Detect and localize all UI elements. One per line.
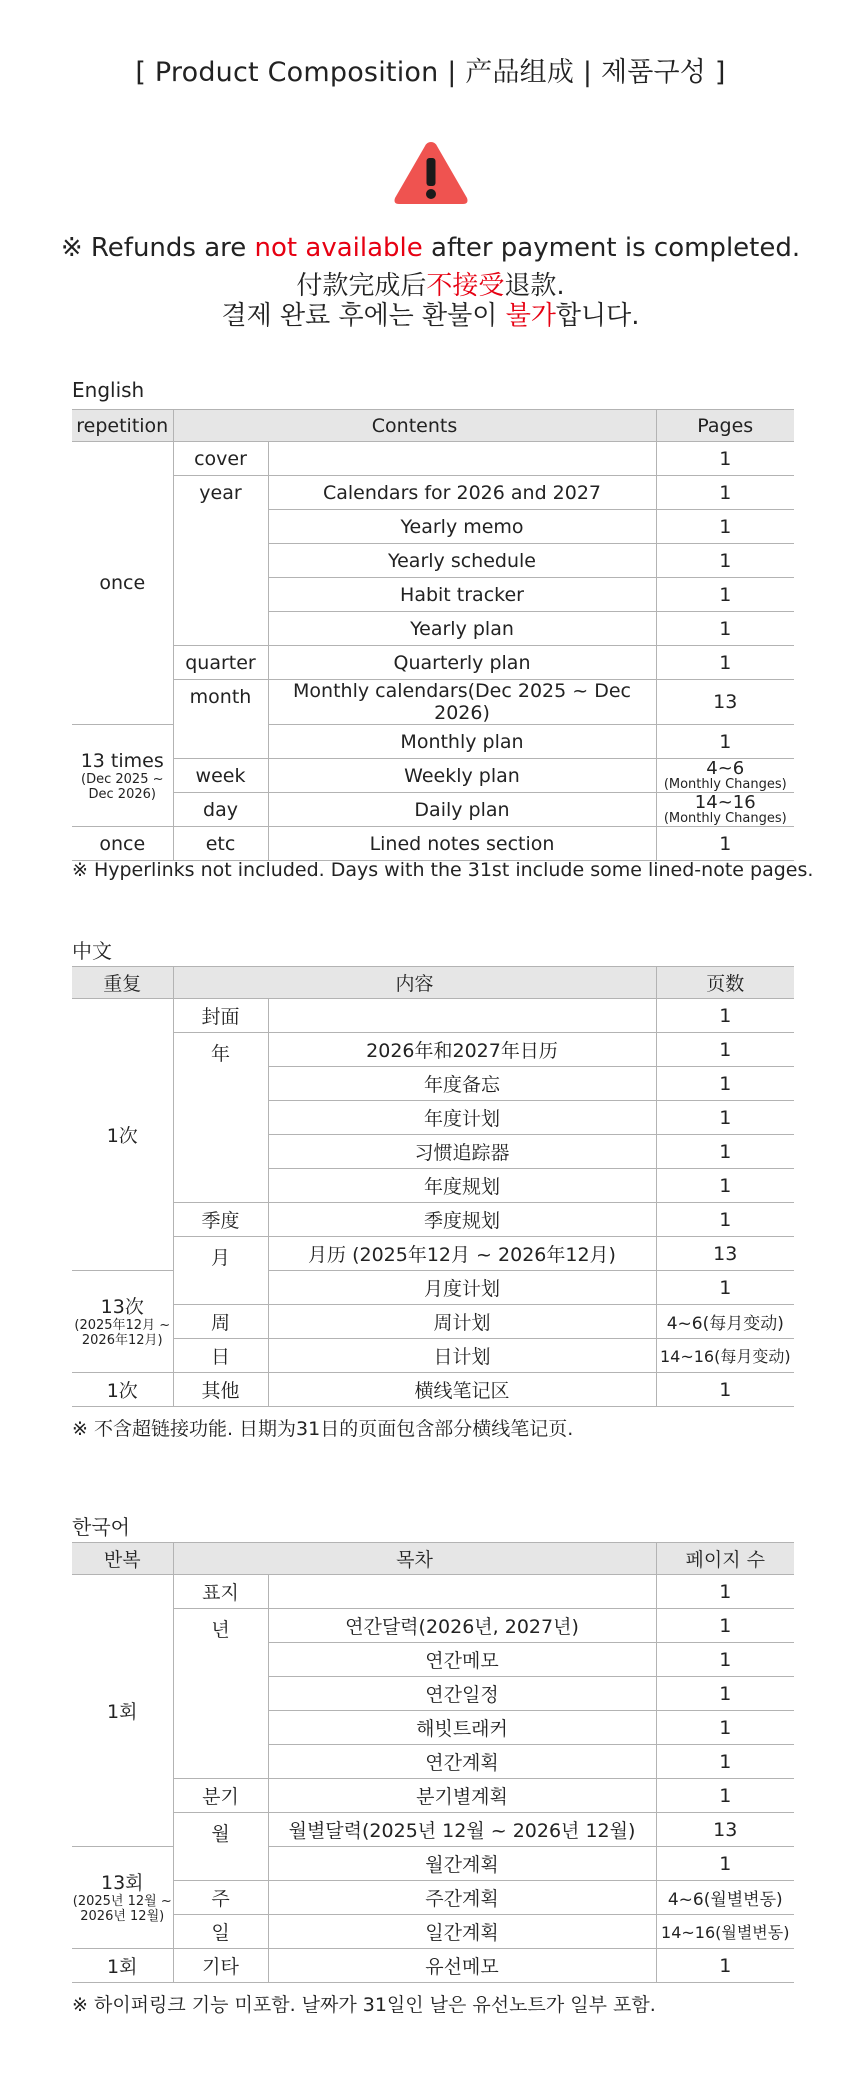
content-item: 연간일정: [268, 1677, 656, 1711]
group-cover: cover: [173, 442, 268, 476]
page-count: 14~16(월별변동): [656, 1915, 794, 1949]
table-row: [72, 1779, 794, 1813]
content-item: Habit tracker: [268, 578, 656, 612]
header-pages: 페이지 수: [656, 1543, 794, 1575]
table-row: [72, 1373, 794, 1407]
content-item: 일간계획: [268, 1915, 656, 1949]
page-count: 1: [656, 510, 794, 544]
footnote-korean: ※ 하이퍼링크 기능 미포함. 날짜가 31일인 날은 유선노트가 일부 포함.: [72, 1994, 656, 2016]
group-month: 월: [173, 1813, 268, 1881]
content-item: [268, 1575, 656, 1609]
group-etc: 其他: [173, 1373, 268, 1407]
table-row: [72, 1237, 794, 1271]
repetition-13-times: 13 times (Dec 2025 ~ Dec 2026): [72, 725, 173, 827]
composition-table-korean: [72, 1542, 794, 1983]
table-row: [72, 1033, 794, 1067]
footnote-english: ※ Hyperlinks not included. Days with the 31st include some lined-note pages.: [72, 859, 814, 881]
notice-highlight: 불가: [505, 301, 556, 331]
table-row: [72, 1881, 794, 1915]
page-count: 1: [656, 827, 794, 861]
repetition-once: once: [72, 442, 173, 725]
page-count: 1: [656, 1033, 794, 1067]
table-row: [72, 1203, 794, 1237]
repetition-once: once: [72, 827, 173, 861]
content-item: [268, 999, 656, 1033]
page-count: 4~6(월별변동): [656, 1881, 794, 1915]
table-row: [72, 1915, 794, 1949]
table-row: [72, 759, 794, 793]
group-cover: 封面: [173, 999, 268, 1033]
refund-notice-ko: 결제 완료 후에는 환불이 불가합니다.: [221, 301, 640, 331]
table-header-row: [72, 967, 794, 999]
table-row: [72, 999, 794, 1033]
table-row: [72, 1949, 794, 1983]
content-item: 日计划: [268, 1339, 656, 1373]
group-quarter: 분기: [173, 1779, 268, 1813]
table-header-row: [72, 1543, 794, 1575]
page-count: 1: [656, 1135, 794, 1169]
page-count: 1: [656, 1949, 794, 1983]
table-row: [72, 1813, 794, 1847]
content-item: 월별달력(2025년 12월 ~ 2026년 12월): [268, 1813, 656, 1847]
content-item: Yearly schedule: [268, 544, 656, 578]
composition-table-english: [72, 409, 794, 861]
group-etc: 기타: [173, 1949, 268, 1983]
content-item: 习惯追踪器: [268, 1135, 656, 1169]
content-item: Monthly plan: [268, 725, 656, 759]
group-quarter: quarter: [173, 646, 268, 680]
page-count: 13: [656, 680, 794, 725]
group-day: 日: [173, 1339, 268, 1373]
group-week: 주: [173, 1881, 268, 1915]
content-item: 周计划: [268, 1305, 656, 1339]
content-item: 연간달력(2026년, 2027년): [268, 1609, 656, 1643]
page-count: 1: [656, 1067, 794, 1101]
page-count: 1: [656, 578, 794, 612]
group-day: day: [173, 793, 268, 827]
page-count: 1: [656, 1203, 794, 1237]
page-count: 1: [656, 1373, 794, 1407]
content-item: Yearly memo: [268, 510, 656, 544]
repetition-once: 1次: [72, 1373, 173, 1407]
repetition-once: 1次: [72, 999, 173, 1271]
page-count: 1: [656, 1711, 794, 1745]
group-etc: etc: [173, 827, 268, 861]
content-item: 年度计划: [268, 1101, 656, 1135]
content-item: 年度备忘: [268, 1067, 656, 1101]
table-row: [72, 646, 794, 680]
content-item: Daily plan: [268, 793, 656, 827]
content-item: 季度规划: [268, 1203, 656, 1237]
group-week: week: [173, 759, 268, 793]
page-count: 13: [656, 1237, 794, 1271]
page-count: 1: [656, 544, 794, 578]
page-count: 1: [656, 1847, 794, 1881]
content-item: 年度规划: [268, 1169, 656, 1203]
group-year: 年: [173, 1033, 268, 1203]
table-row: [72, 442, 794, 476]
page-count: 1: [656, 1271, 794, 1305]
page-count: 1: [656, 1745, 794, 1779]
repetition-13-times: 13회 (2025년 12월 ~ 2026년 12월): [72, 1847, 173, 1949]
content-item: 해빗트래커: [268, 1711, 656, 1745]
table-row: [72, 1609, 794, 1643]
content-item: Monthly calendars(Dec 2025 ~ Dec 2026): [268, 680, 656, 725]
table-row: [72, 1575, 794, 1609]
page-count: 1: [656, 1575, 794, 1609]
content-item: 연간계획: [268, 1745, 656, 1779]
refund-notice-zh: 付款完成后不接受退款.: [296, 271, 565, 301]
table-row: [72, 827, 794, 861]
section-label-english: English: [72, 378, 145, 402]
page-count: 4~6 (Monthly Changes): [656, 759, 794, 793]
header-contents: Contents: [173, 410, 656, 442]
content-item: Calendars for 2026 and 2027: [268, 476, 656, 510]
page-count: 1: [656, 1101, 794, 1135]
section-label-korean: 한국어: [72, 1515, 130, 1539]
content-item: 월간계획: [268, 1847, 656, 1881]
group-year: 년: [173, 1609, 268, 1779]
group-day: 일: [173, 1915, 268, 1949]
page-count: 1: [656, 999, 794, 1033]
section-label-chinese: 中文: [72, 939, 112, 963]
header-repetition: 重复: [72, 967, 173, 999]
page-count: 1: [656, 1609, 794, 1643]
table-header-row: [72, 410, 794, 442]
page-count: 1: [656, 1169, 794, 1203]
content-item: Yearly plan: [268, 612, 656, 646]
content-item: 분기별계획: [268, 1779, 656, 1813]
page-title: [ Product Composition | 产品组成 | 제품구성 ]: [135, 57, 726, 88]
content-item: 横线笔记区: [268, 1373, 656, 1407]
header-pages: Pages: [656, 410, 794, 442]
group-cover: 표지: [173, 1575, 268, 1609]
content-item: Lined notes section: [268, 827, 656, 861]
table-row: [72, 476, 794, 510]
refund-notice-en: ※ Refunds are not available after payment is completed.: [60, 233, 801, 263]
notice-highlight: not available: [254, 233, 423, 263]
group-month: 月: [173, 1237, 268, 1305]
table-row: [72, 793, 794, 827]
content-item: Quarterly plan: [268, 646, 656, 680]
page-count: 4~6(每月变动): [656, 1305, 794, 1339]
content-item: 月历 (2025年12月 ~ 2026年12月): [268, 1237, 656, 1271]
page-count: 1: [656, 1643, 794, 1677]
page-count: 1: [656, 1779, 794, 1813]
group-week: 周: [173, 1305, 268, 1339]
composition-table-chinese: [72, 966, 794, 1407]
repetition-once: 1회: [72, 1575, 173, 1847]
group-month: month: [173, 680, 268, 759]
page-count: 14~16 (Monthly Changes): [656, 793, 794, 827]
exclamation-triangle-icon: [391, 138, 471, 208]
header-repetition: repetition: [72, 410, 173, 442]
header-contents: 목차: [173, 1543, 656, 1575]
page-count: 14~16(每月变动): [656, 1339, 794, 1373]
group-quarter: 季度: [173, 1203, 268, 1237]
footnote-chinese: ※ 不含超链接功能. 日期为31日的页面包含部分横线笔记页.: [72, 1418, 574, 1440]
notice-highlight: 不接受: [426, 271, 505, 301]
repetition-13-times: 13次 (2025年12月 ~ 2026年12月): [72, 1271, 173, 1373]
header-pages: 页数: [656, 967, 794, 999]
content-item: 月度计划: [268, 1271, 656, 1305]
page-count: 1: [656, 612, 794, 646]
page-count: 1: [656, 442, 794, 476]
page-count: 1: [656, 1677, 794, 1711]
content-item: [268, 442, 656, 476]
page-count: 1: [656, 725, 794, 759]
content-item: 2026年和2027年日历: [268, 1033, 656, 1067]
header-contents: 内容: [173, 967, 656, 999]
table-row: [72, 1305, 794, 1339]
page-count: 1: [656, 476, 794, 510]
table-row: [72, 680, 794, 725]
content-item: 연간메모: [268, 1643, 656, 1677]
content-item: Weekly plan: [268, 759, 656, 793]
repetition-once: 1회: [72, 1949, 173, 1983]
header-repetition: 반복: [72, 1543, 173, 1575]
table-row: [72, 1339, 794, 1373]
page-count: 13: [656, 1813, 794, 1847]
content-item: 주간계획: [268, 1881, 656, 1915]
content-item: 유선메모: [268, 1949, 656, 1983]
page-count: 1: [656, 646, 794, 680]
group-year: year: [173, 476, 268, 646]
